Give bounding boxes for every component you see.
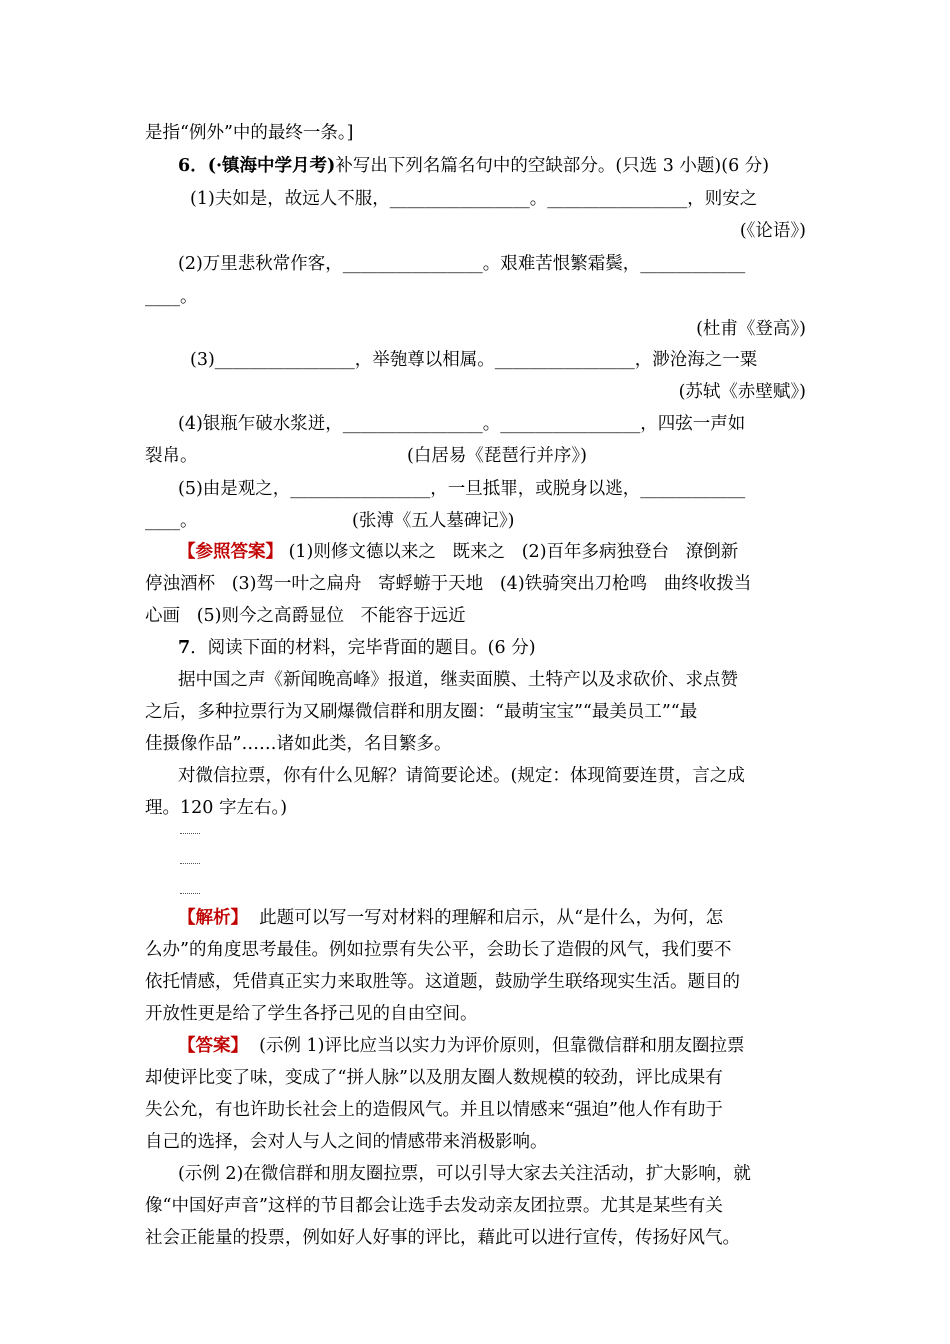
q7-material-line-3: 佳摄像作品”……诸如此类，名目繁多。 [145, 734, 452, 754]
reference-answer-tag: 【参照答案】 [178, 542, 283, 562]
q6-item-4-source: (白居易《琵琶行并序》) [407, 446, 587, 466]
q6-heading: 6．(·镇海中学月考)补写出下列名篇名句中的空缺部分。(只选 3 小题)(6 分) [178, 156, 770, 176]
q6-item-1-source: (《论语》) [739, 221, 806, 241]
q7-answer-2-line-2: 像“中国好声音”这样的节目都会让选手去发动亲友团拉票。尤其是某些有关 [145, 1196, 723, 1216]
q7-task-line-2: 理。120 字左右。) [145, 798, 288, 818]
q7-material-line-2: 之后，多种拉票行为又刷爆微信群和朋友圈：“最萌宝宝”“最美员工”“最 [145, 702, 698, 722]
q6-item-5-source: (张溥《五人墓碑记》) [352, 511, 515, 531]
q7-heading [178, 637, 536, 659]
answer-line-2 [180, 863, 200, 864]
q7-answer-1-line-1: (示例 1)评比应当以实力为评价原则，但靠微信群和朋友圈拉票 [248, 1036, 745, 1056]
q6-answer-line-1: (1)则修文德以来之 既来之 (2)百年多病独登台 潦倒新 [283, 542, 739, 562]
q6-item-2-source: (杜甫《登高》) [696, 319, 806, 339]
answer-tag: 【答案】 [178, 1036, 248, 1056]
q7-task-line-1: 对微信拉票，你有什么见解？请简要论述。(规定：体现简要连贯，言之成 [178, 766, 745, 786]
q7-answer-1-line-2: 却使评比变了味，变成了“拼人脉”以及朋友圈人数规模的较劲，评比成果有 [145, 1068, 723, 1088]
q7-number: 7 [178, 638, 191, 658]
q7-material-line-1: 据中国之声《新闻晚高峰》报道，继卖面膜、土特产以及求砍价、求点赞 [178, 670, 738, 690]
q7-analysis-line-4: 开放性更是给了学生各抒己见的自由空间。 [145, 1004, 478, 1024]
q6-item-5-cont: ____。 [145, 511, 198, 531]
q6-item-4-cont: 裂帛。 [145, 446, 198, 466]
previous-answer-end: 是指“例外”中的最终一条。] [145, 123, 354, 143]
q6-item-4: (4)银瓶乍破水浆迸，________________。________________，四弦一声如 [178, 414, 746, 434]
q6-stem: 补写出下列名篇名句中的空缺部分。(只选 3 小题)(6 分) [335, 156, 770, 176]
q7-answer-2-line-3: 社会正能量的投票，例如好人好事的评比，藉此可以进行宣传，传扬好风气。 [145, 1228, 740, 1248]
q7-answer-1-line-4: 自己的选择，会对人与人之间的情感带来消极影响。 [145, 1132, 548, 1152]
q7-analysis [178, 907, 723, 929]
q7-answer-1-line-3: 失公允，有也许助长社会上的造假风气。并且以情感来“强迫”他人作有助于 [145, 1100, 723, 1120]
answer-line-3 [180, 893, 200, 894]
q7-analysis-line-2: 么办”的角度思考最佳。例如拉票有失公平，会助长了造假的风气，我们要不 [145, 940, 732, 960]
q7-answer [178, 1035, 744, 1057]
q6-number: 6 [178, 156, 191, 176]
q7-answer-2-line-1: (示例 2)在微信群和朋友圈拉票，可以引导大家去关注活动，扩大影响，就 [178, 1164, 751, 1184]
q6-item-2-cont: ____。 [145, 287, 198, 307]
analysis-tag: 【解析】 [178, 908, 248, 928]
q7-stem: ．阅读下面的材料，完毕背面的题目。(6 分) [190, 638, 536, 658]
q6-item-3-source: (苏轼《赤壁赋》) [678, 382, 806, 402]
q6-answer [178, 541, 738, 563]
q7-analysis-line-3: 依托情感，凭借真正实力来取胜等。这道题，鼓励学生联络现实生活。题目的 [145, 972, 740, 992]
q6-item-3: (3)________________，举匏尊以相属。________________，渺沧海之一粟 [190, 350, 758, 370]
q6-item-1: (1)夫如是，故远人不服，________________。________________，则安之 [190, 189, 758, 209]
q6-answer-line-2: 停浊酒杯 (3)驾一叶之扁舟 寄蜉蝣于天地 (4)铁骑突出刀枪鸣 曲终收拨当 [145, 574, 752, 594]
q6-item-5: (5)由是观之，________________，一旦抵罪，或脱身以逃，____________ [178, 479, 746, 499]
q7-analysis-line-1: 此题可以写一写对材料的理解和启示，从“是什么，为何，怎 [248, 908, 724, 928]
q6-source: (·镇海中学月考) [207, 156, 336, 176]
q6-answer-line-3: 心画 (5)则今之高爵显位 不能容于远近 [145, 606, 466, 626]
q6-item-2: (2)万里悲秋常作客，________________。艰难苦恨繁霜鬓，____________ [178, 254, 746, 274]
answer-line-1 [180, 833, 200, 834]
